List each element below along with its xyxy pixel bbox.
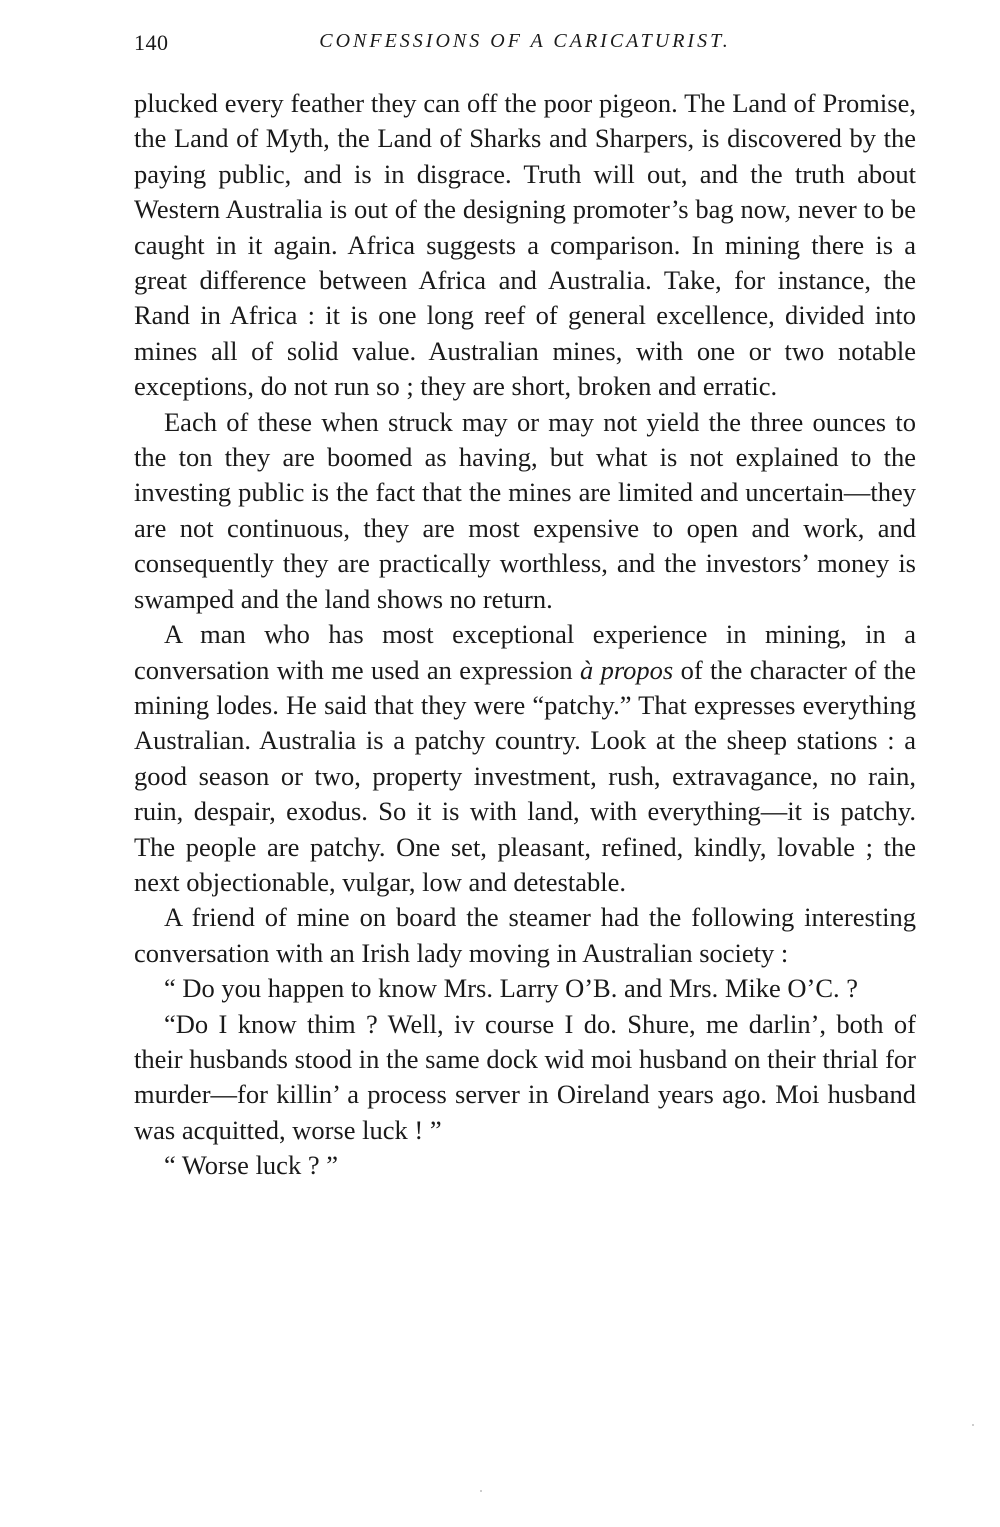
paper-speck xyxy=(480,1490,482,1492)
paragraph-text: of the character of the mining lodes. He said that they were “patchy.” That expresses everything Australian. Australia is a patchy country. Look at the sheep stations : a good season or two, property investment, rush, extravagance, no rain, ruin, despair, exodus. So it is with land, with everything—it is patchy. The people are patchy. One set, pleasant, refined, kindly, lovable ; the next objectionable, vulgar, low and detestable. xyxy=(134,654,916,897)
page-header xyxy=(134,30,916,62)
paragraph: Each of these when struck may or may not yield the three ounces to the ton they are boomed as having, but what is not explained to the investing public is the fact that the mines are limited and uncertain—they are not continuous, they are most expensive to open and work, and consequently they are practically worthless, and the investors’ money is swamped and the land shows no return. xyxy=(134,406,916,614)
dialogue-line: “Do I know thim ? Well, iv course I do. Shure, me darlin’, both of their husbands stood in the same dock wid moi husband on their thrial for murder—for killin’ a process server in Oireland years ago. Moi husband was acquitted, worse luck ! ” xyxy=(134,1008,916,1145)
paragraph-text: A man who has most exceptional experience in mining, in a conversation with me used an expression xyxy=(134,619,916,685)
paragraph: A friend of mine on board the steamer had the following interesting conversation with an Irish lady moving in Australian society : xyxy=(134,902,916,968)
paper-speck xyxy=(972,1424,974,1426)
body-text xyxy=(134,86,916,1184)
running-title: CONFESSIONS OF A CARICATURIST. xyxy=(319,30,731,52)
paragraph xyxy=(134,617,916,900)
italic-phrase: à propos xyxy=(579,654,674,685)
dialogue-line: “ Do you happen to know Mrs. Larry O’B. and Mrs. Mike O’C. ? xyxy=(164,973,859,1004)
paragraph: plucked every feather they can off the poor pigeon. The Land of Promise, the Land of Myth, the Land of Sharks and Sharpers, is discovered by the paying public, and is in disgrace. Truth will out, and the truth about Western Australia is out of the designing promoter’s bag now, never to be caught in it again. Africa suggests a comparison. In mining there is a great difference between Africa and Australia. Take, for instance, the Rand in Africa : it is one long reef of general excellence, divided into mines all of solid value. Australian mines, with one or two notable exceptions, do not run so ; they are short, broken and erratic. xyxy=(134,88,916,402)
dialogue-line: “ Worse luck ? ” xyxy=(164,1150,338,1181)
page-number: 140 xyxy=(134,30,169,55)
